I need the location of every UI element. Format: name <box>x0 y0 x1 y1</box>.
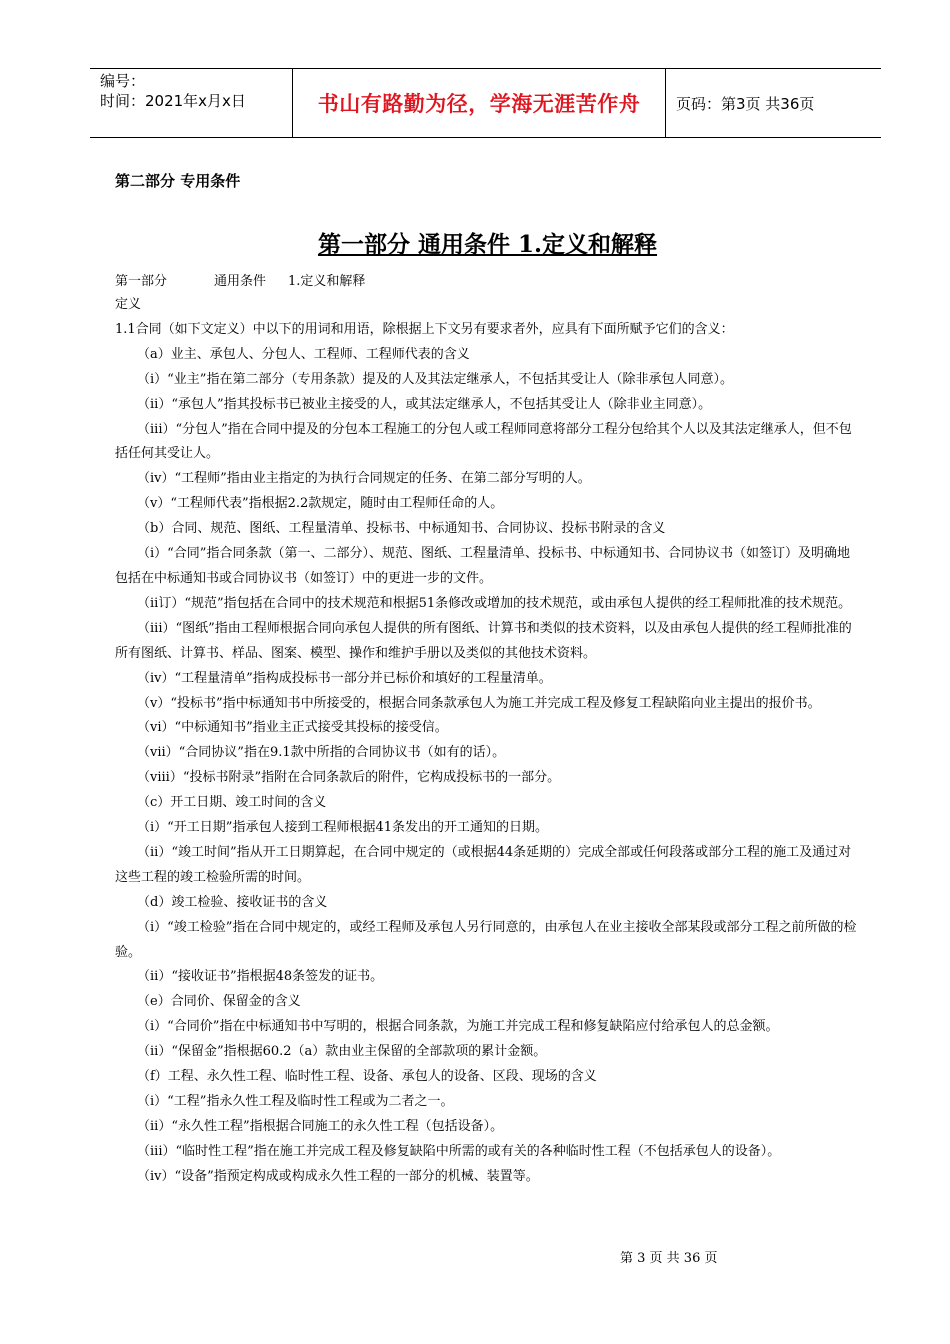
body-paragraph: （i）“合同”指合同条款（第一、二部分）、规范、图纸、工程量清单、投标书、中标通知书、合同协议书（如签订）及明确地包括在中标通知书或合同协议书（如签订）中的更进一步的文件。 <box>115 546 850 586</box>
body-paragraph: （ii）“接收证书”指根据48条签发的证书。 <box>137 969 384 985</box>
motto: 书山有路勤为径，学海无涯苦作舟 <box>317 91 641 116</box>
body-paragraph: （c）开工日期、竣工时间的含义 <box>137 795 327 811</box>
body-paragraph: （ii）“保留金”指根据60.2（a）款由业主保留的全部款项的累计金额。 <box>137 1044 547 1060</box>
body-text <box>115 293 860 1190</box>
body-paragraph: 定义 <box>115 297 142 312</box>
header-page-cell <box>666 69 881 137</box>
header-motto-cell <box>293 69 666 137</box>
body-paragraph: （iv）“工程师”指由业主指定的为执行合同规定的任务、在第二部分写明的人。 <box>137 471 591 487</box>
sub-heading-name: 通用条件 <box>214 274 267 289</box>
body-paragraph: （iii）“分包人”指在合同中提及的分包本工程施工的分包人或工程师同意将部分工程分包给其个人以及其法定继承人，但不包括任何其受让人。 <box>115 421 852 462</box>
body-paragraph: （v）“工程师代表”指根据2.2款规定，随时由工程师任命的人。 <box>137 496 504 512</box>
page-info: 页码：第3页 共36页 <box>676 94 815 113</box>
body-paragraph: （viii）“投标书附录”指附在合同条款后的附件，它构成投标书的一部分。 <box>137 770 561 786</box>
body-paragraph: （i）“开工日期”指承包人接到工程师根据41条发出的开工通知的日期。 <box>137 820 548 836</box>
body-paragraph: （e）合同价、保留金的含义 <box>137 994 301 1010</box>
body-paragraph: （f）工程、永久性工程、临时性工程、设备、承包人的设备、区段、现场的含义 <box>137 1069 597 1085</box>
main-heading: 第一部分 通用条件 1.定义和解释 <box>317 231 658 258</box>
header-meta <box>90 69 293 137</box>
body-paragraph: （i）“合同价”指在中标通知书中写明的，根据合同条款，为施工并完成工程和修复缺陷应付给承包人的总金额。 <box>137 1019 779 1035</box>
page-footer: 第 3 页 共 36 页 <box>620 1251 718 1266</box>
body-paragraph: （ii）“承包人”指其投标书已被业主接受的人，或其法定继承人，不包括其受让人（除非业主同意）。 <box>137 396 712 412</box>
body-paragraph: （i）“竣工检验”指在合同中规定的，或经工程师及承包人另行同意的，由承包人在业主接收全部某段或部分工程之前所做的检验。 <box>115 919 857 960</box>
sub-heading <box>115 270 365 289</box>
body-paragraph: （a）业主、承包人、分包人、工程师、工程师代表的含义 <box>137 346 470 362</box>
body-paragraph: （iii）“图纸”指由工程师根据合同向承包人提供的所有图纸、计算书和类似的技术资料，以及由承包人提供的经工程师批准的所有图纸、计算书、样品、图案、模型、操作和维护手册以及类似的其他技术资料。 <box>115 620 852 661</box>
body-paragraph: （iii）“临时性工程”指在施工并完成工程及修复缺陷中所需的或有关的各种临时性工程（不包括承包人的设备）。 <box>137 1143 781 1159</box>
body-paragraph: （iv）“设备”指预定构成或构成永久性工程的一部分的机械、装置等。 <box>137 1168 539 1184</box>
body-paragraph: （v）“投标书”指中标通知书中所接受的，根据合同条款承包人为施工并完成工程及修复工程缺陷向业主提出的报价书。 <box>137 695 821 711</box>
body-paragraph: （vi）“中标通知书”指业主正式接受其投标的接受信。 <box>137 720 448 736</box>
sub-heading-item: 1.定义和解释 <box>288 274 366 289</box>
document-header <box>90 68 881 138</box>
number-label: 编号： <box>100 72 146 90</box>
body-paragraph: （ii）“竣工时间”指从开工日期算起，在合同中规定的（或根据44条延期的）完成全部或任何段落或部分工程的施工及通过对这些工程的竣工检验所需的时间。 <box>115 844 852 885</box>
body-paragraph: 1.1合同（如下文定义）中以下的用词和用语，除根据上下文另有要求者外，应具有下面所赋予它们的含义： <box>115 321 734 337</box>
section-title: 第二部分 专用条件 <box>115 172 241 190</box>
body-paragraph: （vii）“合同协议”指在9.1款中所指的合同协议书（如有的话）。 <box>137 745 506 761</box>
body-paragraph: （i）“业主”指在第二部分（专用条款）提及的人及其法定继承人，不包括其受让人（除非承包人同意）。 <box>137 371 733 387</box>
body-paragraph: （iv）“工程量清单”指构成投标书一部分并已标价和填好的工程量清单。 <box>137 670 552 686</box>
body-paragraph: （ii）“永久性工程”指根据合同施工的永久性工程（包括设备）。 <box>137 1118 504 1134</box>
body-paragraph: （b）合同、规范、图纸、工程量清单、投标书、中标通知书、合同协议、投标书附录的含义 <box>137 521 666 537</box>
time-label: 时间：2021年x月x日 <box>100 92 246 110</box>
body-paragraph: （d）竣工检验、接收证书的含义 <box>137 894 328 910</box>
body-paragraph: （i）“工程”指永久性工程及临时性工程或为二者之一。 <box>137 1094 454 1109</box>
sub-heading-part: 第一部分 <box>115 274 168 289</box>
body-paragraph: （ii订）“规范”指包括在合同中的技术规范和根据51条修改或增加的技术规范，或由承包人提供的经工程师批准的技术规范。 <box>137 595 852 611</box>
